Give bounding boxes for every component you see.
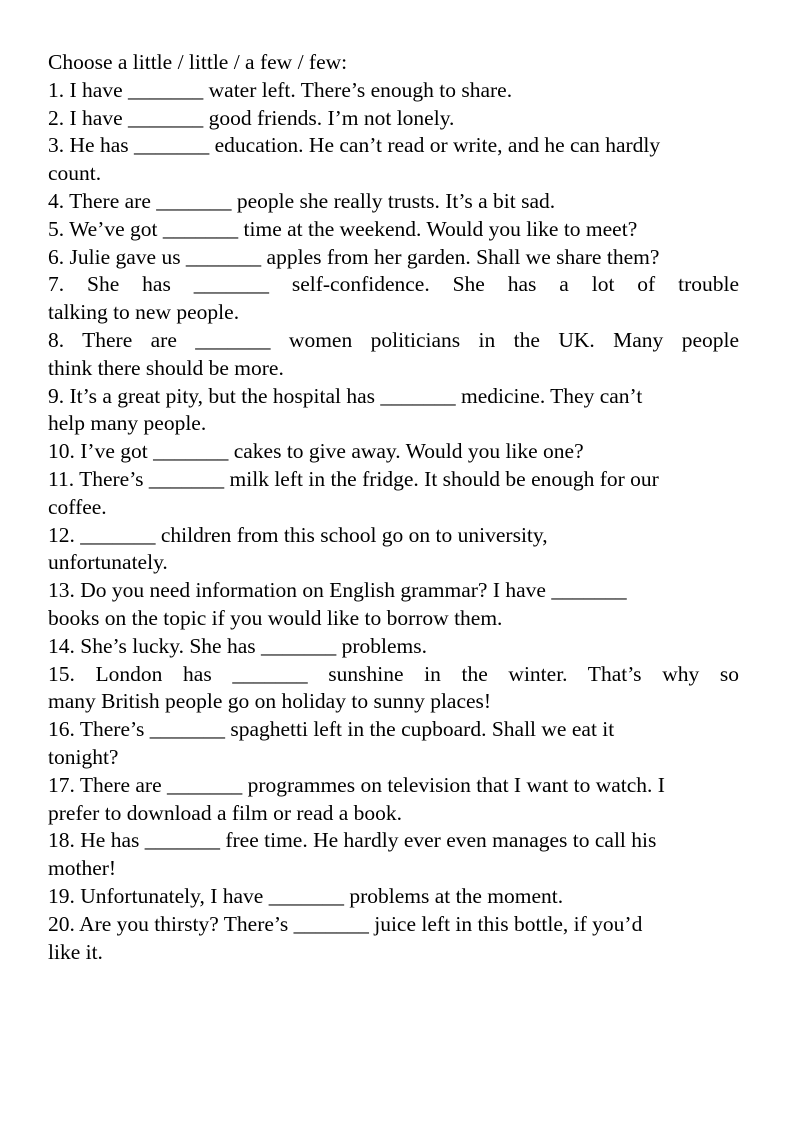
worksheet-page xyxy=(48,49,753,966)
exercise-line: 13. Do you need information on English grammar? I have _______ xyxy=(48,578,627,603)
exercise-line: 11. There’s _______ milk left in the fridge. It should be enough for our xyxy=(48,466,659,491)
exercise-line: 5. We’ve got _______ time at the weekend. Would you like to meet? xyxy=(48,216,638,241)
exercise-item xyxy=(48,911,753,967)
exercise-line: 17. There are _______ programmes on television that I want to watch. I xyxy=(48,772,665,797)
exercise-line: 2. I have _______ good friends. I’m not lonely. xyxy=(48,105,455,130)
worksheet-instruction: Choose a little / little / a few / few: xyxy=(48,50,348,74)
exercise-line: 18. He has _______ free time. He hardly ever even manages to call his xyxy=(48,828,657,853)
exercise-line: count. xyxy=(48,161,102,186)
exercise-item xyxy=(48,132,753,188)
exercise-line: 20. Are you thirsty? There’s _______ juice left in this bottle, if you’d xyxy=(48,911,643,936)
exercise-line: 7. She has _______ self-confidence. She has a lot of trouble xyxy=(48,272,739,297)
exercise-item xyxy=(48,105,753,133)
exercise-item xyxy=(48,772,753,828)
exercise-line: 8. There are _______ women politicians in the UK. Many people xyxy=(48,327,739,352)
exercise-item xyxy=(48,522,753,578)
exercise-item xyxy=(48,216,753,244)
exercise-line: think there should be more. xyxy=(48,355,284,380)
exercise-item xyxy=(48,577,753,633)
exercise-line: tonight? xyxy=(48,744,119,769)
exercise-line: 16. There’s _______ spaghetti left in the cupboard. Shall we eat it xyxy=(48,717,615,742)
exercise-line: 4. There are _______ people she really trusts. It’s a bit sad. xyxy=(48,188,556,213)
exercise-line: mother! xyxy=(48,856,117,881)
exercise-item xyxy=(48,716,753,772)
exercise-item xyxy=(48,77,753,105)
exercise-item xyxy=(48,383,753,439)
exercise-item xyxy=(48,244,753,272)
exercise-line: 1. I have _______ water left. There’s enough to share. xyxy=(48,77,513,102)
exercise-line: 10. I’ve got _______ cakes to give away. Would you like one? xyxy=(48,439,584,464)
exercise-line: prefer to download a film or read a book. xyxy=(48,800,403,825)
exercise-item xyxy=(48,438,753,466)
exercise-item xyxy=(48,827,753,883)
exercise-item xyxy=(48,466,753,522)
exercise-line: help many people. xyxy=(48,411,207,436)
exercise-item xyxy=(48,188,753,216)
exercise-line: coffee. xyxy=(48,494,107,519)
exercise-line: books on the topic if you would like to borrow them. xyxy=(48,605,503,630)
exercise-line: talking to new people. xyxy=(48,300,240,325)
exercise-item xyxy=(48,327,753,383)
exercise-line: many British people go on holiday to sunny places! xyxy=(48,689,492,714)
exercise-line: 9. It’s a great pity, but the hospital has _______ medicine. They can’t xyxy=(48,383,643,408)
exercise-list xyxy=(48,77,753,967)
exercise-item xyxy=(48,883,753,911)
exercise-item xyxy=(48,661,753,717)
exercise-item xyxy=(48,271,753,327)
exercise-line: 15. London has _______ sunshine in the winter. That’s why so xyxy=(48,661,739,686)
exercise-line: like it. xyxy=(48,939,103,964)
exercise-line: 12. _______ children from this school go on to university, xyxy=(48,522,548,547)
exercise-line: 6. Julie gave us _______ apples from her garden. Shall we share them? xyxy=(48,244,660,269)
exercise-item xyxy=(48,633,753,661)
exercise-line: 19. Unfortunately, I have _______ problems at the moment. xyxy=(48,883,564,908)
exercise-line: unfortunately. xyxy=(48,550,168,575)
exercise-line: 3. He has _______ education. He can’t read or write, and he can hardly xyxy=(48,133,661,158)
exercise-line: 14. She’s lucky. She has _______ problems. xyxy=(48,633,428,658)
